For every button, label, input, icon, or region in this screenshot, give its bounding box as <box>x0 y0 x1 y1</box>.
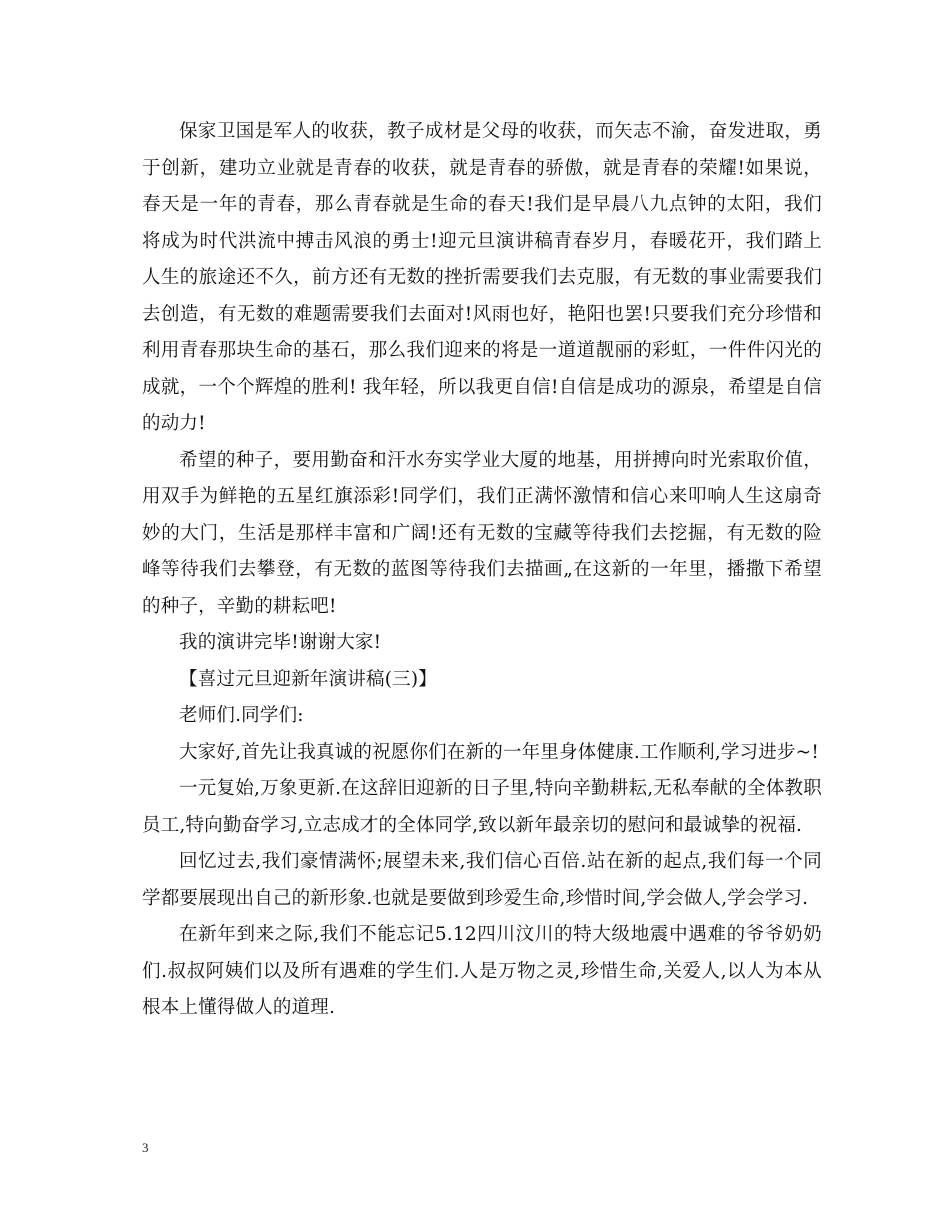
section-heading: 【喜过元旦迎新年演讲稿(三)】 <box>179 668 437 690</box>
page-number: 3 <box>142 1140 149 1155</box>
paragraph-youth-harvest: 保家卫国是军人的收获，教子成材是父母的收获，而矢志不渝，奋发进取，勇于创新，建功立业就是青春的收获，就是青春的骄傲，就是青春的荣耀!如果说，春天是一年的青春，那么青春就是生命的春天!我们是早晨八九点钟的太阳，我们将成为时代洪流中搏击风浪的勇士!迎元旦演讲稿青春岁月，春暖花开，我们踏上人生的旅途还不久，前方还有无数的挫折需要我们去克服，有无数的事业需要我们去创造，有无数的难题需要我们去面对!风雨也好，艳阳也罢!只要我们充分珍惜和利用青春那块生命的基石，那么我们迎来的将是一道道靓丽的彩虹，一件件闪光的成就，一个个辉煌的胜利! 我年轻，所以我更自信!自信是成功的源泉，希望是自信的动力! <box>142 121 822 434</box>
paragraph-remember-earthquake: 在新年到来之际,我们不能忘记5.12四川汶川的特大级地震中遇难的爷爷奶奶们.叔叔阿姨们以及所有遇难的学生们.人是万物之灵,珍惜生命,关爱人,以人为本从根本上懂得做人的道理. <box>142 924 822 1018</box>
document-body <box>142 114 822 1027</box>
paragraph-recall-past: 回忆过去,我们豪情满怀;展望未来,我们信心百倍.站在新的起点,我们每一个同学都要展现出自己的新形象.也就是要做到珍爱生命,珍惜时间,学会做人,学会学习. <box>142 851 822 909</box>
paragraph-greeting: 大家好,首先让我真诚的祝愿你们在新的一年里身体健康.工作顺利,学习进步~! <box>179 741 819 763</box>
paragraph-speech-end: 我的演讲完毕!谢谢大家! <box>179 632 382 653</box>
paragraph-new-year-wishes: 一元复始,万象更新.在这辞旧迎新的日子里,特向辛勤耕耘,无私奉献的全体教职员工,特向勤奋学习,立志成才的全体同学,致以新年最亲切的慰问和最诚挚的祝福. <box>142 778 822 836</box>
paragraph-seed-of-hope: 希望的种子，要用勤奋和汗水夯实学业大厦的地基，用拼搏向时光索取价值，用双手为鲜艳的五星红旗添彩!同学们，我们正满怀激情和信心来叩响人生这扇奇妙的大门，生活是那样丰富和广阔!还有无数的宝藏等待我们去挖掘，有无数的险峰等待我们去攀登，有无数的蓝图等待我们去描画„在这新的一年里，播撒下希望的种子，辛勤的耕耘吧! <box>142 449 822 617</box>
paragraph-salutation: 老师们.同学们: <box>179 705 304 726</box>
